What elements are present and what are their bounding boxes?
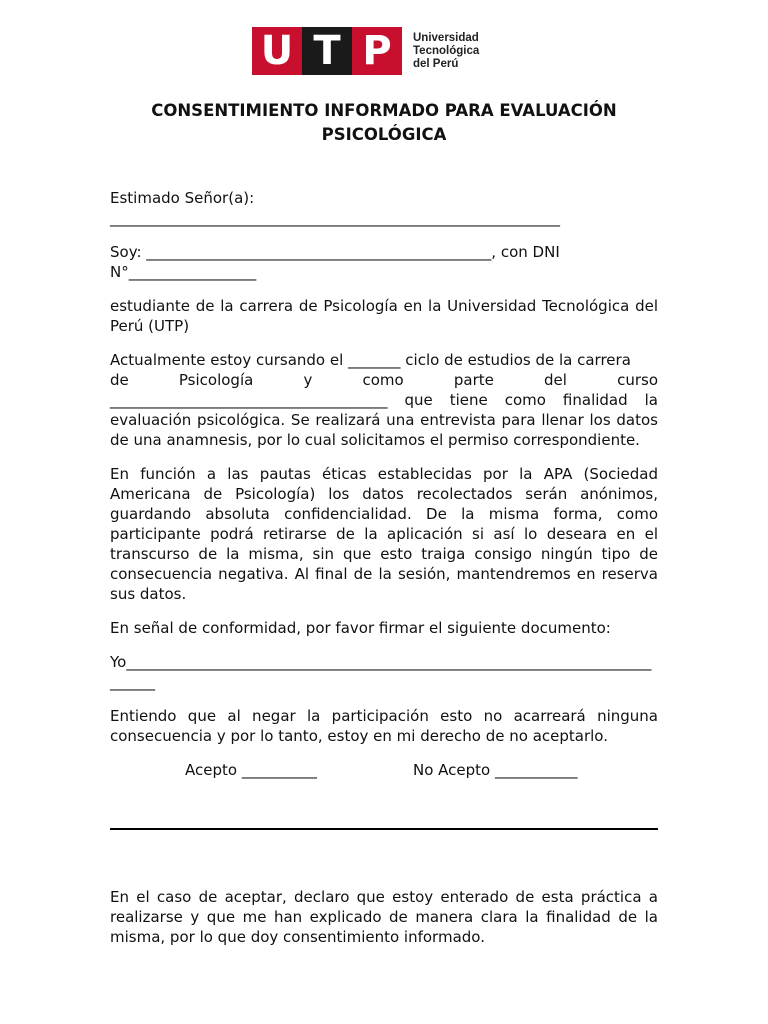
acepto-field: Acepto __________: [185, 761, 317, 779]
logo-letter-u: U: [252, 27, 302, 75]
soy-line: Soy: ______________________________________________, con DNI: [110, 243, 560, 261]
document-body: [110, 188, 658, 780]
ciclo-line: Actualmente estoy cursando el _______ ciclo de estudios de la carrera: [110, 351, 631, 369]
title-line-1: CONSENTIMIENTO INFORMADO PARA EVALUACIÓN: [151, 101, 617, 120]
ethics-paragraph: En función a las pautas éticas establecidas por la APA (Sociedad Americana de Psicología) los datos recolectados serán anónimos, guardando absoluta confidencialidad. De la misma forma, como participante podrá retirarse de la aplicación si así lo deseara en el transcurso de la misma, sin que esto traiga consigo ningún tipo de consecuencia negativa. Al final de la sesión, mantendremos en reserva sus datos.: [110, 465, 658, 603]
curso-line: de Psicología y como parte del curso: [110, 371, 658, 389]
yo-line: Yo______________________________________________________________________: [110, 653, 652, 671]
logo-line-2: Tecnológica: [413, 44, 480, 57]
refusal-paragraph: Entiendo que al negar la participación esto no acarreará ninguna consecuencia y por lo tanto, estoy en mi derecho de no aceptarlo.: [110, 707, 658, 745]
student-paragraph: estudiante de la carrera de Psicología en la Universidad Tecnológica del Perú (UTP): [110, 297, 658, 335]
logo-letter-t: T: [302, 27, 352, 75]
greeting: Estimado Señor(a):: [110, 189, 255, 207]
final-paragraph: En el caso de aceptar, declaro que estoy enterado de esta práctica a realizarse y que me han explicado de manera clara la finalidad de la misma, por lo que doy consentimiento informado.: [110, 888, 658, 946]
logo-line-1: Universidad: [413, 31, 479, 44]
signature-rule: [110, 828, 658, 830]
evaluation-paragraph: _____________________________________ que tiene como finalidad la evaluación psicológica. Se realizará una entrevista para llenar los datos de una anamnesis, por lo cual solicitamos el permiso correspondiente.: [110, 391, 658, 449]
yo-line-continuation: ______: [110, 673, 155, 691]
logo-line-3: del Perú: [413, 57, 459, 70]
utp-logo-mark: [252, 27, 402, 75]
dni-line: N°_________________: [110, 263, 257, 281]
logo-wordmark: [413, 32, 479, 71]
acceptance-row: [110, 760, 658, 780]
utp-logo: [252, 27, 479, 75]
document-title: [90, 99, 678, 147]
title-line-2: PSICOLÓGICA: [321, 125, 447, 144]
logo-letter-p: P: [352, 27, 402, 75]
no-acepto-field: No Acepto ___________: [413, 761, 578, 779]
greeting-blank: ____________________________________________________________: [110, 209, 560, 227]
conformity-paragraph: En señal de conformidad, por favor firmar el siguiente documento:: [110, 619, 611, 637]
